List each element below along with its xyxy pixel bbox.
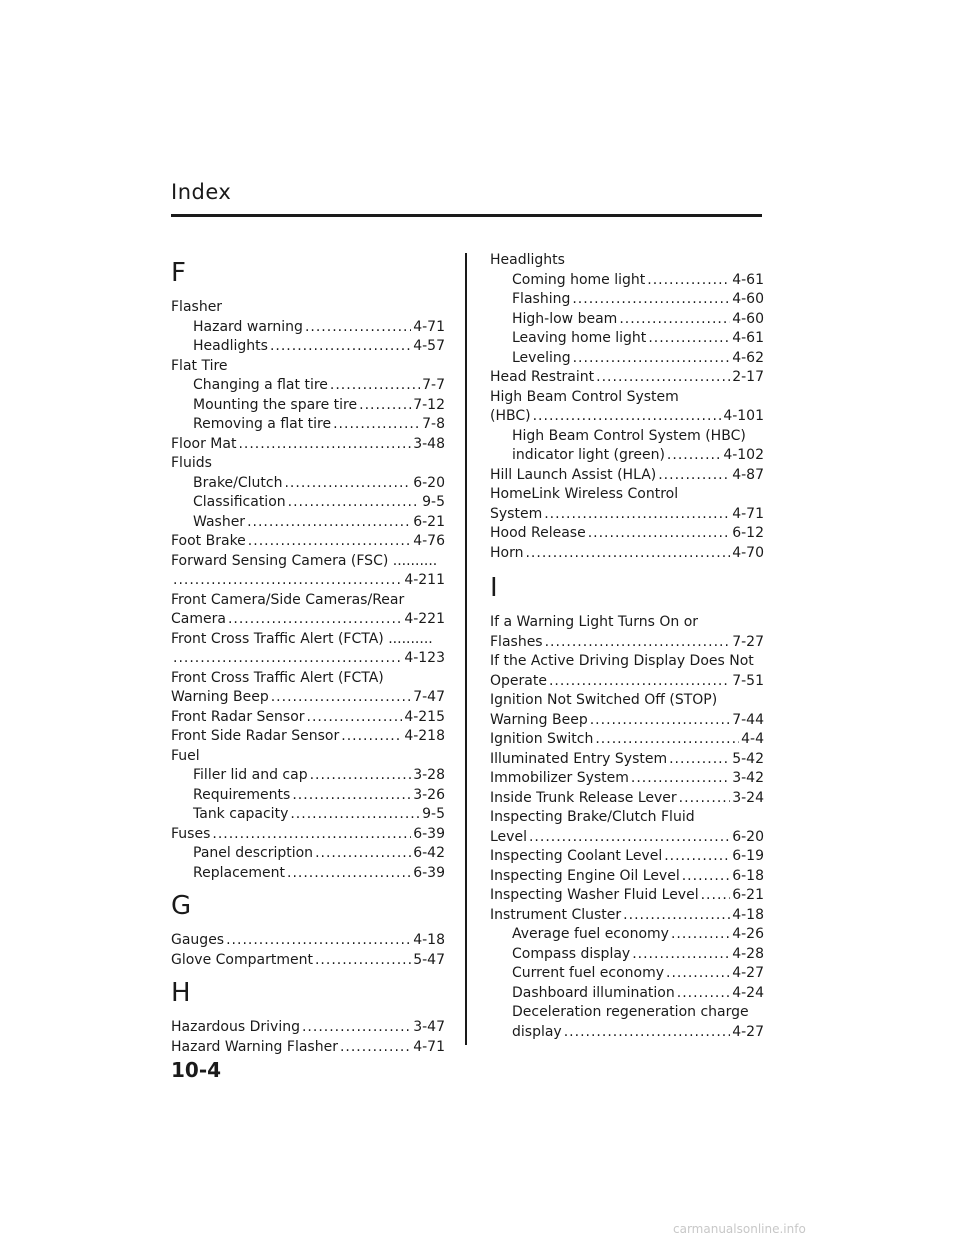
section-letter: H	[171, 978, 191, 1008]
index-entry: Illuminated Entry System ..... 5-42	[490, 750, 764, 770]
index-entry: Leaving home light ..... 4-61	[490, 329, 764, 349]
index-entry-line: Inspecting Brake/Clutch Fluid	[490, 809, 695, 825]
index-heading: Fuel	[171, 747, 200, 764]
index-column-left	[171, 250, 445, 1057]
index-heading: Flasher	[171, 299, 223, 315]
index-entry: Brake/Clutch ..... 6-20	[171, 474, 445, 494]
index-entry-line: Forward Sensing Camera (FSC) ..........	[171, 552, 438, 569]
index-entry: Hazardous Driving ..... 3-47	[171, 1018, 445, 1038]
index-entry: Changing a flat tire ..... 7-7	[171, 376, 445, 396]
index-entry: Hazard Warning Flasher ..... 4-71	[171, 1038, 445, 1058]
index-entry: Inside Trunk Release Lever ..... 3-24	[490, 789, 764, 809]
index-entry-line: Ignition Not Switched Off (STOP)	[490, 692, 718, 708]
index-entry: Compass display ..... 4-28	[490, 945, 764, 965]
index-entry: Headlights ..... 4-57	[171, 337, 445, 357]
page-title: Index	[171, 180, 232, 204]
index-heading: Flat Tire	[171, 357, 228, 374]
index-entry-line: Front Cross Traffic Alert (FCTA) ..........	[171, 630, 433, 647]
index-entry: Floor Mat ..... 3-48	[171, 435, 445, 455]
index-entry: Flashing ..... 4-60	[490, 290, 764, 310]
index-column-right	[490, 251, 764, 1042]
index-entry: Removing a flat tire ..... 7-8	[171, 415, 445, 435]
index-entry-line: High Beam Control System	[490, 388, 679, 405]
index-entry: System ..... 4-71	[490, 505, 764, 525]
index-heading: Headlights	[490, 252, 565, 268]
index-entry: Warning Beep ..... 7-44	[490, 711, 764, 731]
page-number: 10-4	[171, 1058, 222, 1082]
index-entry: (HBC) ..... 4-101	[490, 407, 764, 427]
index-entry: Fuses ..... 6-39	[171, 825, 445, 845]
column-divider	[465, 253, 467, 1045]
index-entry: Coming home light ..... 4-61	[490, 271, 764, 291]
index-entry-line: HomeLink Wireless Control	[490, 486, 679, 502]
index-entry: Head Restraint ..... 2-17	[490, 368, 764, 388]
index-entry-line: Front Cross Traffic Alert (FCTA)	[171, 669, 384, 686]
index-entry: ..... 4-211	[171, 571, 445, 591]
index-entry: Replacement ..... 6-39	[171, 864, 445, 884]
index-entry: display ..... 4-27	[490, 1023, 764, 1043]
index-entry: High-low beam ..... 4-60	[490, 310, 764, 330]
index-entry: Panel description ..... 6-42	[171, 844, 445, 864]
index-entry: Flashes ..... 7-27	[490, 633, 764, 653]
index-entry: Leveling ..... 4-62	[490, 349, 764, 369]
index-entry: Dashboard illumination ..... 4-24	[490, 984, 764, 1004]
index-entry: Camera ..... 4-221	[171, 610, 445, 630]
index-entry: Foot Brake ..... 4-76	[171, 532, 445, 552]
index-entry: Instrument Cluster ..... 4-18	[490, 906, 764, 926]
index-entry: Inspecting Engine Oil Level ..... 6-18	[490, 867, 764, 887]
index-entry-line: If the Active Driving Display Does Not	[490, 653, 754, 669]
watermark: carmanualsonline.info	[673, 1222, 806, 1236]
section-letter: G	[171, 891, 192, 921]
index-entry: Hood Release ..... 6-12	[490, 524, 764, 544]
index-entry: Front Radar Sensor ..... 4-215	[171, 708, 445, 728]
index-entry: Inspecting Coolant Level ..... 6-19	[490, 847, 764, 867]
index-entry-line: Front Camera/Side Cameras/Rear	[171, 591, 405, 608]
index-entry: Level ..... 6-20	[490, 828, 764, 848]
index-entry: Tank capacity ..... 9-5	[171, 805, 445, 825]
index-entry: Ignition Switch ..... 4-4	[490, 730, 764, 750]
index-entry: ..... 4-123	[171, 649, 445, 669]
index-entry: Operate ..... 7-51	[490, 672, 764, 692]
index-entry-line: If a Warning Light Turns On or	[490, 614, 699, 630]
index-entry: Classification ..... 9-5	[171, 493, 445, 513]
index-entry: Washer ..... 6-21	[171, 513, 445, 533]
index-heading: Fluids	[171, 455, 212, 471]
index-entry: Inspecting Washer Fluid Level ..... 6-21	[490, 886, 764, 906]
index-entry: Current fuel economy ..... 4-27	[490, 964, 764, 984]
index-entry-line: Deceleration regeneration charge	[512, 1004, 749, 1020]
index-entry: indicator light (green) ..... 4-102	[490, 446, 764, 466]
index-entry-line: High Beam Control System (HBC)	[512, 427, 746, 444]
index-entry: Mounting the spare tire ..... 7-12	[171, 396, 445, 416]
header-rule	[171, 214, 762, 217]
index-entry: Hazard warning ..... 4-71	[171, 318, 445, 338]
index-entry: Average fuel economy ..... 4-26	[490, 925, 764, 945]
index-entry: Hill Launch Assist (HLA) ..... 4-87	[490, 466, 764, 486]
index-entry: Front Side Radar Sensor ..... 4-218	[171, 727, 445, 747]
index-entry: Gauges ..... 4-18	[171, 931, 445, 951]
index-entry: Glove Compartment ..... 5-47	[171, 951, 445, 971]
index-entry: Filler lid and cap ..... 3-28	[171, 766, 445, 786]
index-entry: Immobilizer System ..... 3-42	[490, 769, 764, 789]
index-entry: Horn ..... 4-70	[490, 544, 764, 564]
section-letter: I	[490, 573, 498, 603]
index-entry: Requirements ..... 3-26	[171, 786, 445, 806]
index-entry: Warning Beep ..... 7-47	[171, 688, 445, 708]
section-letter: F	[171, 258, 186, 288]
